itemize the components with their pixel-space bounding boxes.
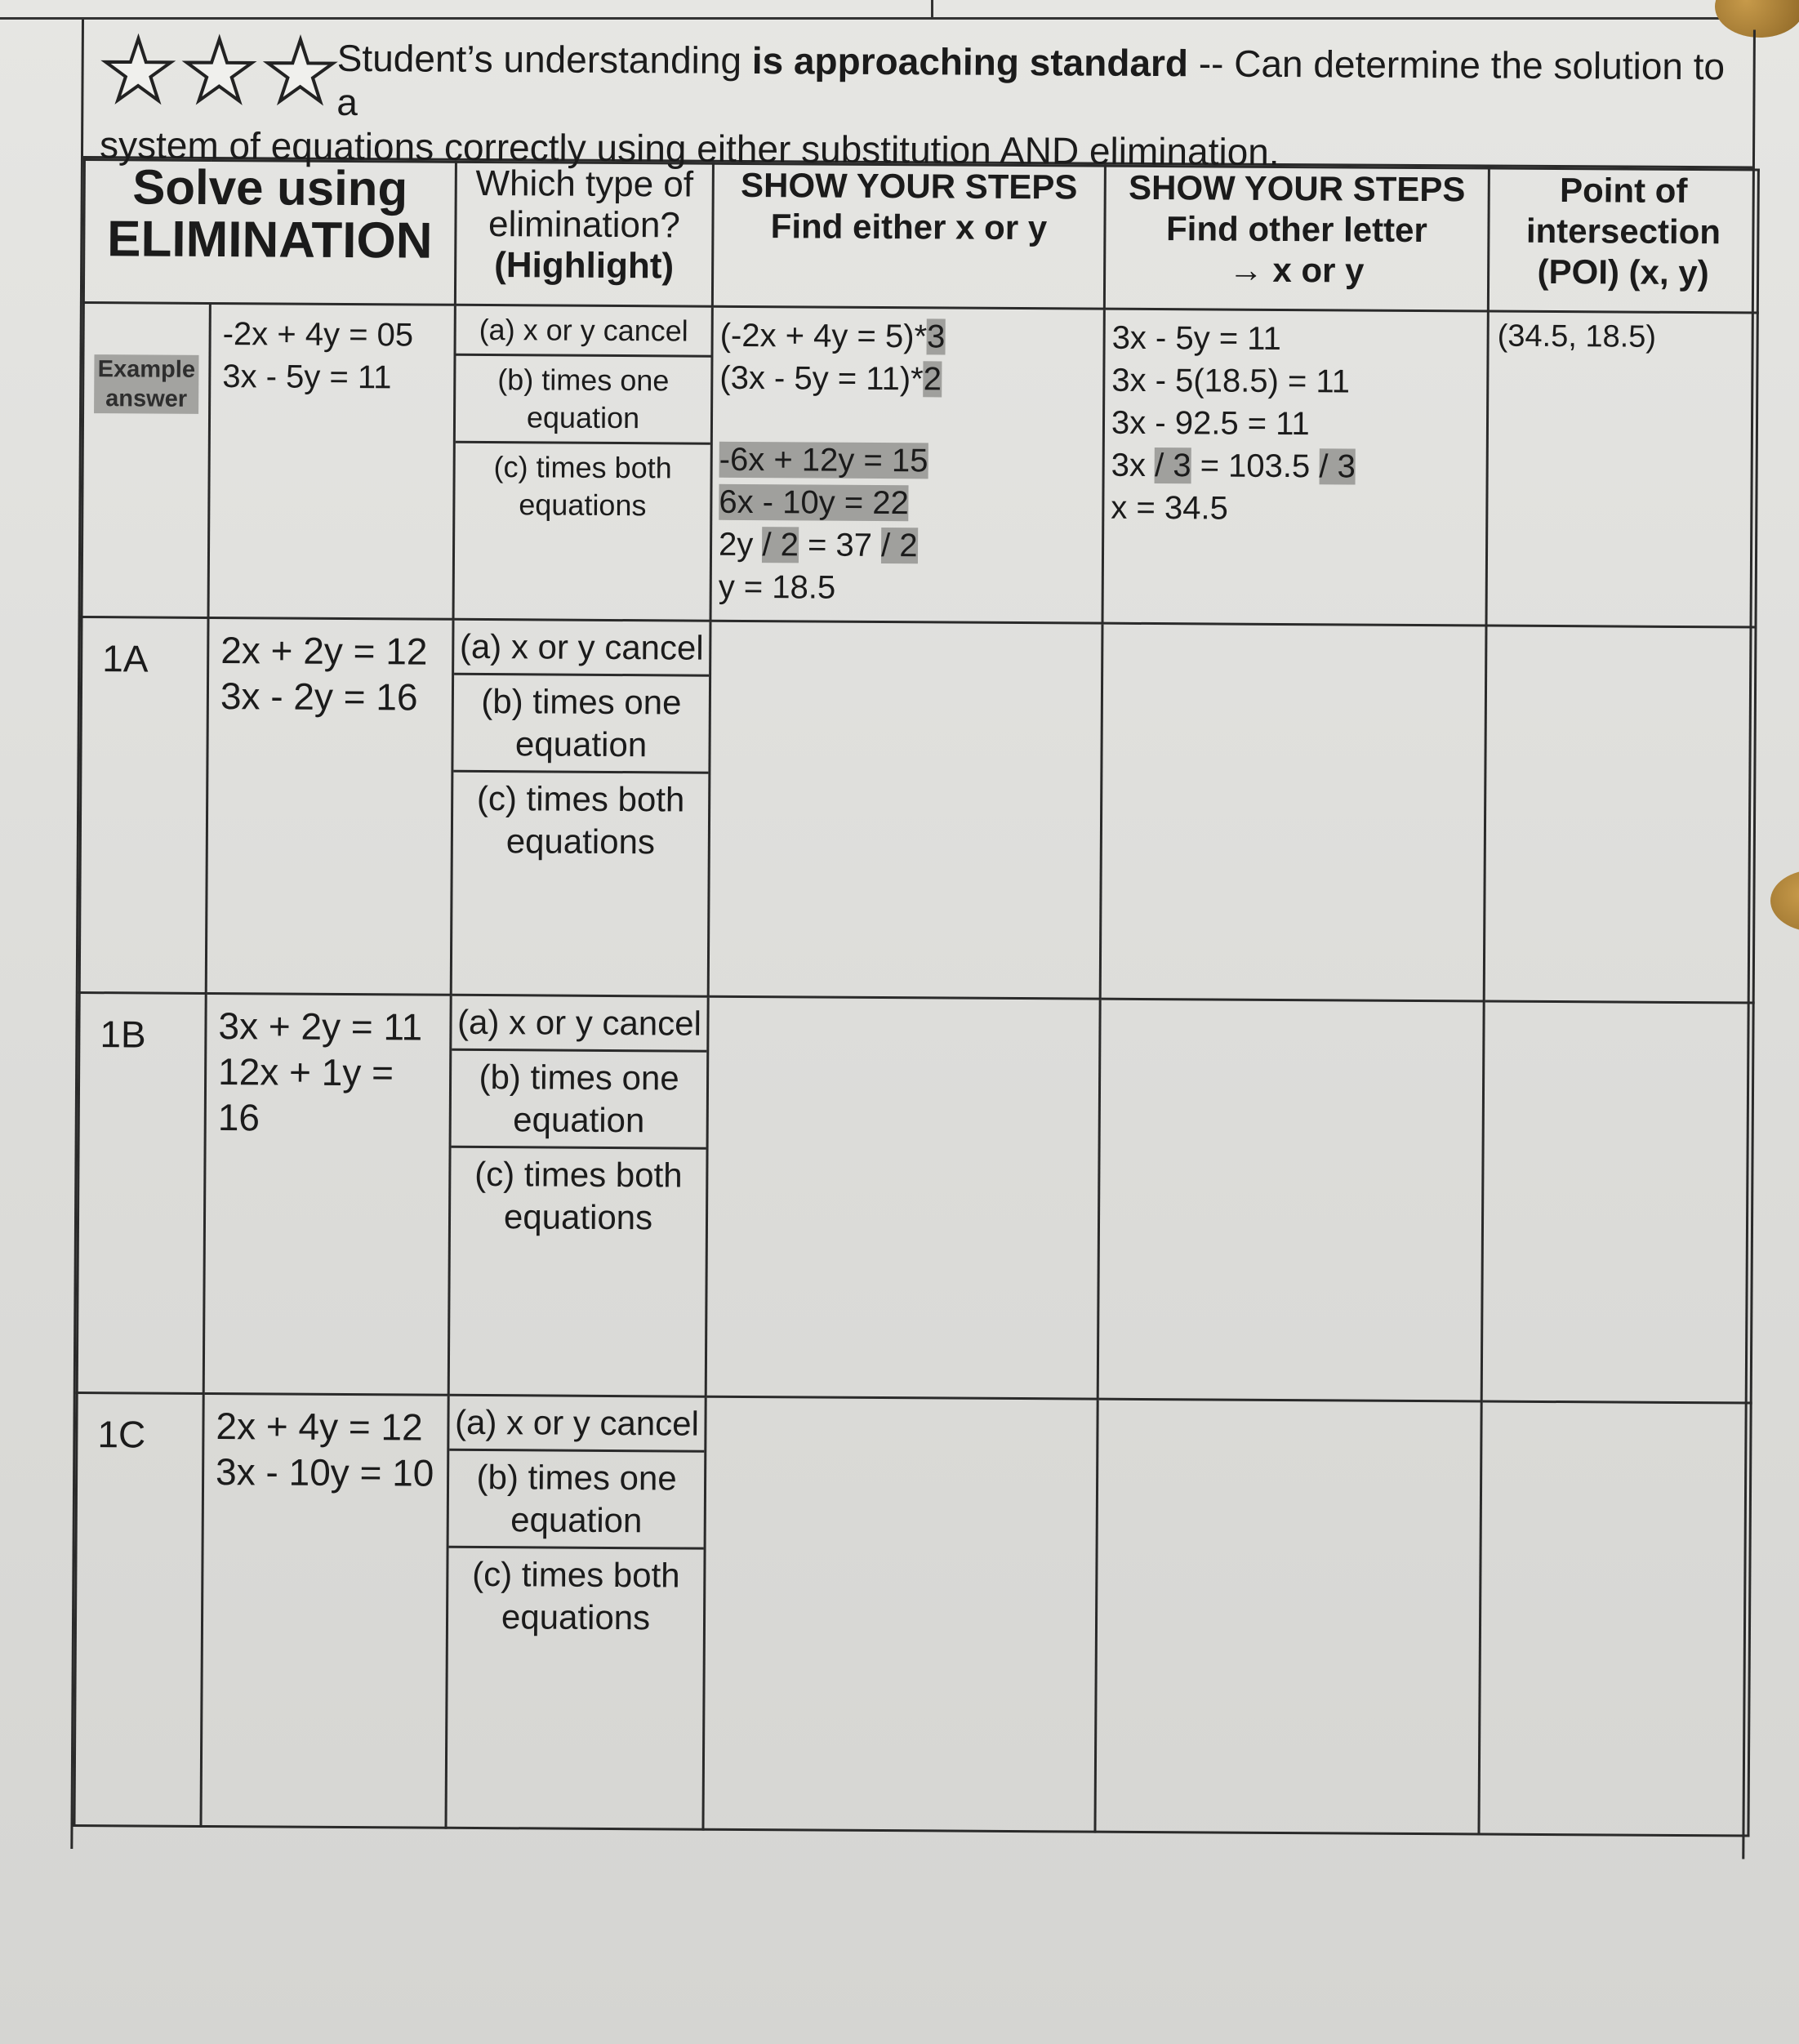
option-a[interactable]: (a) x or y cancel (449, 1396, 704, 1453)
header-poi-line2: intersection (1525, 211, 1721, 252)
option-b[interactable]: (b) times one equation (452, 1051, 707, 1150)
step-line (1111, 444, 1480, 489)
spacer (719, 399, 1096, 441)
problem-equation-2: 12x + 1y = 16 (217, 1050, 394, 1139)
step-line (719, 314, 1096, 359)
steps-first-blank[interactable] (703, 1396, 1098, 1832)
example-label-line1: Example (97, 356, 196, 383)
step-text: (-2x + 4y = 5)* (719, 317, 928, 355)
step-line: x = 34.5 (1111, 489, 1228, 527)
problem-row-1c (74, 1392, 1751, 1836)
option-a[interactable]: (a) x or y cancel (454, 621, 709, 677)
header-steps-other (1104, 166, 1489, 311)
step-text: = 103.5 (1191, 448, 1320, 485)
highlighted-text: / 2 (880, 527, 918, 564)
option-stack (448, 1396, 705, 1645)
example-equation-2: 3x - 5y = 11 (222, 358, 392, 396)
highlighted-text: / 2 (762, 527, 799, 563)
problem-equations (206, 617, 453, 995)
header-type-line2: elimination? (488, 204, 681, 246)
header-steps-other-line1: SHOW YOUR STEPS (1128, 167, 1466, 209)
step-line (719, 481, 1095, 526)
rating-stars (100, 24, 339, 120)
poi-blank[interactable] (1484, 626, 1756, 1003)
option-stack (453, 621, 710, 869)
example-label (94, 354, 198, 414)
poi-blank[interactable] (1479, 1401, 1751, 1836)
steps-first-blank[interactable] (708, 621, 1102, 999)
star-icon: ★ (180, 24, 258, 120)
example-options (453, 305, 712, 621)
highlighted-text: 2 (923, 361, 942, 398)
example-label-cell (82, 303, 210, 618)
problem-row-1b (77, 993, 1753, 1404)
example-equations (208, 303, 455, 619)
star-icon: ★ (100, 24, 177, 119)
step-text: = 37 (798, 527, 882, 563)
highlighted-text: 6x - 10y = 22 (719, 483, 909, 522)
step-line (719, 357, 1096, 402)
problem-equation-2: 3x - 10y = 10 (215, 1450, 434, 1494)
header-steps-first-line1: SHOW YOUR STEPS (740, 165, 1078, 207)
header-poi-line1: Point of (1559, 171, 1688, 211)
option-c[interactable]: (c) times both equations (472, 1554, 680, 1637)
problem-equation-1: 3x + 2y = 11 (218, 1004, 423, 1049)
option-a[interactable]: (a) x or y cancel (452, 996, 706, 1053)
option-c[interactable]: (c) times both equations (476, 778, 685, 862)
rubric-box (83, 20, 1753, 173)
step-line (719, 523, 1095, 568)
header-solve-line1: Solve using (132, 159, 408, 216)
header-steps-other-line2: Find other letter (1165, 209, 1427, 250)
step-line (719, 439, 1096, 483)
steps-other-blank[interactable] (1095, 1399, 1481, 1834)
example-row (82, 303, 1757, 628)
step-line: 3x - 5(18.5) = 11 (1111, 362, 1351, 400)
rubric-text-line1 (336, 36, 1737, 132)
step-text: 3x (1111, 447, 1156, 484)
rubric-text-line2: system of equations correctly using either substitution AND elimination. (99, 123, 1280, 173)
header-steps-first-line2: Find either x or y (770, 207, 1048, 247)
header-type-line3: (Highlight) (494, 245, 675, 287)
problem-id: 1B (77, 993, 206, 1394)
step-line: y = 18.5 (718, 568, 836, 606)
option-stack (455, 306, 711, 530)
header-poi (1488, 168, 1758, 313)
example-steps-other (1102, 309, 1488, 626)
step-text: 2y (718, 526, 763, 563)
problem-options (446, 1395, 706, 1829)
header-poi-line3: (POI) (x, y) (1537, 252, 1709, 292)
example-poi: (34.5, 18.5) (1486, 311, 1757, 627)
binder-hole (1770, 870, 1799, 932)
header-solve (83, 160, 456, 305)
header-solve-line2: ELIMINATION (106, 211, 433, 269)
header-type (455, 162, 713, 306)
option-stack (451, 996, 707, 1245)
steps-other-blank[interactable] (1100, 623, 1486, 1001)
divider (931, 0, 933, 20)
problem-equation-1: 2x + 4y = 12 (216, 1405, 423, 1449)
highlighted-text: / 3 (1319, 448, 1356, 485)
problem-options (451, 619, 710, 996)
header-row (83, 160, 1758, 314)
highlighted-text: 3 (926, 318, 946, 355)
option-b[interactable]: (b) times one equation (453, 675, 709, 774)
step-line: 3x - 92.5 = 11 (1111, 404, 1310, 443)
problem-id: 1A (79, 617, 208, 994)
worksheet (70, 20, 1756, 1859)
example-steps-first (710, 306, 1104, 623)
elimination-table (73, 158, 1759, 1837)
rubric-bold-text: is approaching standard (751, 39, 1189, 85)
steps-other-blank[interactable] (1098, 999, 1484, 1401)
example-label-line2: answer (105, 385, 188, 412)
steps-first-blank[interactable] (706, 996, 1100, 1399)
option-b[interactable]: (b) times one equation (449, 1451, 705, 1550)
header-type-line1: Which type of (475, 163, 694, 205)
rubric-text: -- Can determine the solution to a (336, 42, 1726, 124)
example-equation-1: -2x + 4y = 05 (222, 316, 414, 354)
problem-row-1a (79, 617, 1756, 1004)
problem-equations (201, 1393, 448, 1828)
problem-equation-1: 2x + 2y = 12 (220, 629, 428, 673)
highlighted-text: -6x + 12y = 15 (719, 441, 928, 479)
problem-id: 1C (74, 1392, 203, 1826)
problem-equations (203, 993, 451, 1395)
problem-equation-2: 3x - 2y = 16 (220, 675, 418, 719)
step-text: (3x - 5y = 11)* (719, 359, 924, 398)
option-c[interactable]: (c) times both equations (493, 450, 672, 523)
option-c[interactable]: (c) times both equations (474, 1154, 683, 1237)
header-steps-other-line3: → x or y (1228, 250, 1365, 290)
step-line: 3x - 5y = 11 (1111, 319, 1281, 357)
header-steps-first (712, 163, 1105, 309)
problem-options (448, 995, 708, 1396)
rubric-text: Student’s understanding (336, 36, 752, 82)
star-icon: ★ (261, 24, 339, 120)
poi-blank[interactable] (1481, 1001, 1753, 1403)
option-a[interactable]: (a) x or y cancel (456, 306, 710, 358)
option-b[interactable]: (b) times one equation (456, 356, 711, 445)
previous-section-edge (0, 0, 1799, 20)
highlighted-text: / 3 (1154, 448, 1191, 484)
